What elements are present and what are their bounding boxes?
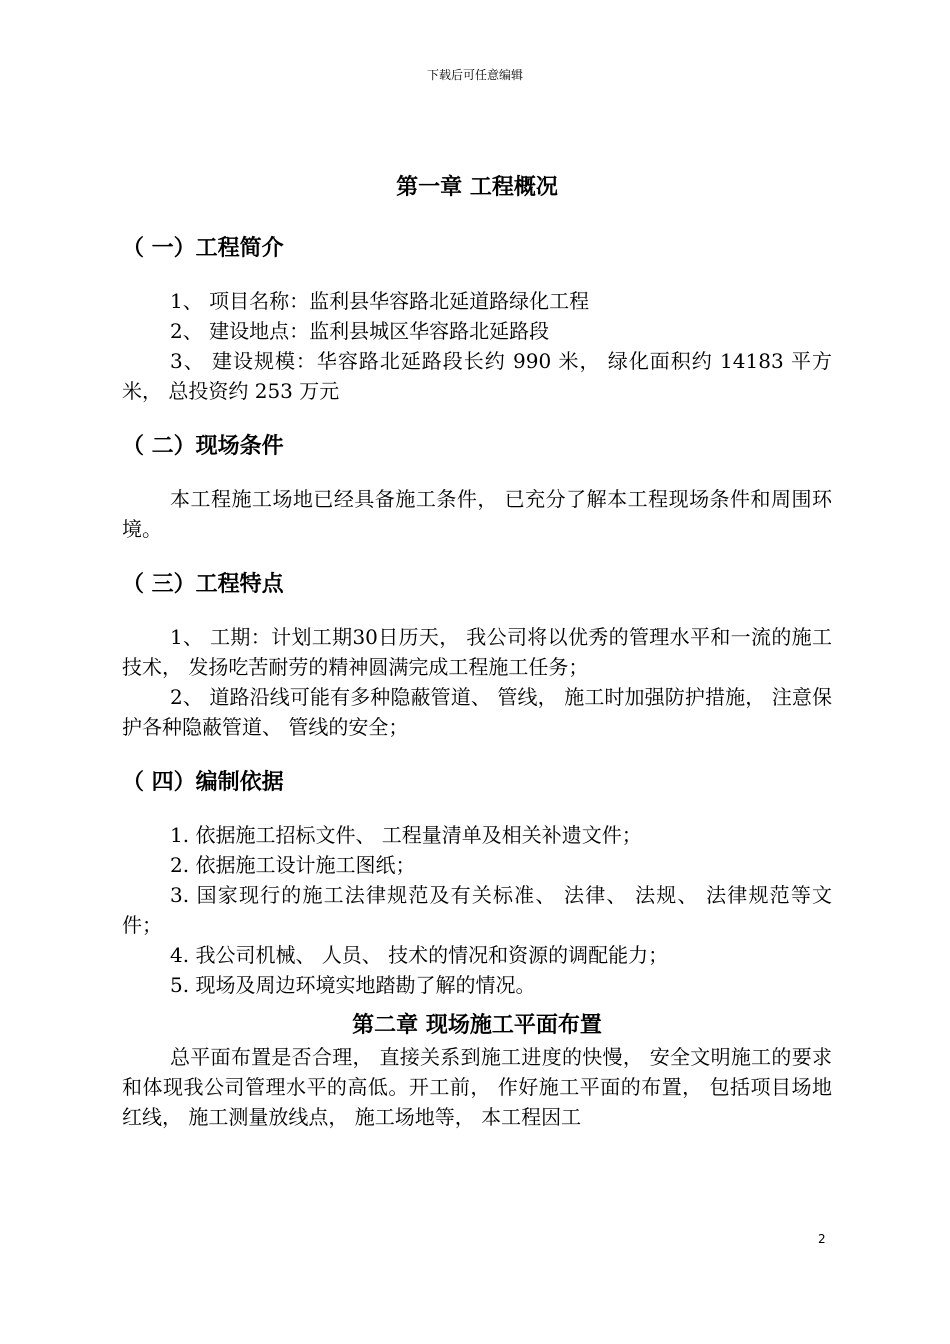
section-2-title: （ 二）现场条件 <box>122 434 284 459</box>
chapter-1-title: 第一章 工程概况 <box>396 175 558 200</box>
paragraph: 本工程施工场地已经具备施工条件， 已充分了解本工程现场条件和周围环境。 <box>122 487 832 541</box>
chapter-2-title: 第二章 现场施工平面布置 <box>352 1013 602 1038</box>
paragraph: 1. 依据施工招标文件、 工程量清单及相关补遗文件； <box>170 823 642 847</box>
document-body <box>122 172 832 1132</box>
page-number: 2 <box>818 1232 826 1246</box>
paragraph: 4. 我公司机械、 人员、 技术的情况和资源的调配能力； <box>170 943 669 967</box>
paragraph: 3. 国家现行的施工法律规范及有关标准、 法律、 法规、 法律规范等文件； <box>122 883 832 937</box>
paragraph: 3、 建设规模：华容路北延路段长约 990 米， 绿化面积约 14183 平方米， 总投资约 253 万元 <box>122 349 832 403</box>
section-3-title: （ 三）工程特点 <box>122 572 284 597</box>
paragraph: 2、 建设地点：监利县城区华容路北延路段 <box>170 319 550 343</box>
section-basis <box>122 766 832 1000</box>
section-features <box>122 568 832 742</box>
paragraph: 2. 依据施工设计施工图纸； <box>170 853 416 877</box>
paragraph: 1、 工期：计划工期30日历天， 我公司将以优秀的管理水平和一流的施工技术， 发扬吃苦耐劳的精神圆满完成工程施工任务； <box>122 625 832 679</box>
paragraph: 2、 道路沿线可能有多种隐蔽管道、 管线， 施工时加强防护措施， 注意保护各种隐蔽管道、 管线的安全； <box>122 685 832 739</box>
section-site-conditions <box>122 430 832 544</box>
section-4-title: （ 四）编制依据 <box>122 770 284 795</box>
paragraph: 5. 现场及周边环境实地踏勘了解的情况。 <box>170 973 536 997</box>
section-1-title: （ 一）工程简介 <box>122 236 284 261</box>
section-overview <box>122 232 832 406</box>
paragraph: 1、 项目名称：监利县华容路北延道路绿化工程 <box>170 289 590 313</box>
paragraph: 总平面布置是否合理， 直接关系到施工进度的快慢， 安全文明施工的要求和体现我公司管理水平的高低。开工前， 作好施工平面的布置， 包括项目场地红线， 施工测量放线点， 施工场地等， 本工程因工 <box>122 1045 832 1129</box>
page-header-note: 下载后可任意编辑 <box>426 68 523 82</box>
